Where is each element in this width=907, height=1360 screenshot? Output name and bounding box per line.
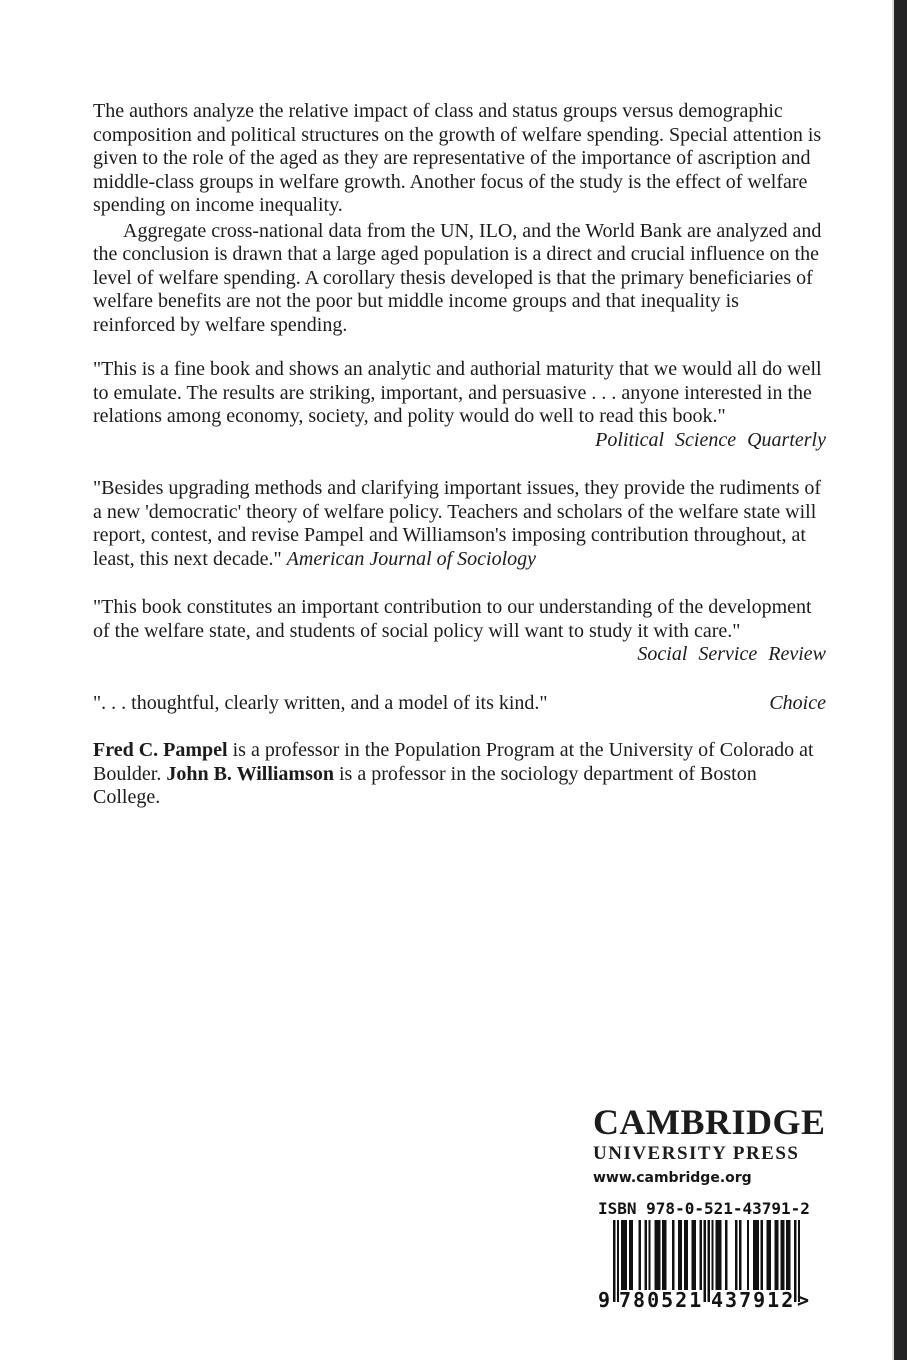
review-quote-text: "This is a fine book and shows an analytic and authorial maturity that we would all do well to emulate. The results are striking, important, and persuasive . . . anyone interested in the relations among economy, society, and polity would do well to read this book."	[93, 358, 822, 427]
ean-barcode	[598, 1220, 818, 1330]
description-paragraph-2: Aggregate cross-national data from the UN, ILO, and the World Bank are analyzed and the conclusion is drawn that a large aged population is a direct and crucial influence on the level of welfare spending. A corollary thesis developed is that the primary beneficiaries of welfare benefits are not the poor but middle income groups and that inequality is reinforced by welfare spending.	[93, 219, 822, 336]
publisher-website: www.cambridge.org	[593, 1170, 752, 1186]
back-cover-text-block	[93, 100, 826, 810]
isbn-label: ISBN 978-0-521-43791-2	[598, 1199, 810, 1218]
isbn-barcode-block	[598, 1200, 818, 1330]
review-quote-text: "Besides upgrading methods and clarifying important issues, they provide the rudiments of a new 'democratic' theory of welfare policy. Teachers and scholars of the welfare state will report, contest, and revise Pampel and Williamson's imposing contribution throughout, at least, this next decade."	[93, 477, 822, 570]
review-quote-text: ". . . thoughtful, clearly written, and a model of its kind."	[93, 691, 548, 714]
review-source: Choice	[769, 691, 826, 714]
review-quote-text: "This book constitutes an important contribution to our understanding of the development of the welfare state, and students of social policy will want to study it with care."	[93, 596, 812, 642]
author-bio: Fred C. Pampel is a professor in the Population Program at the University of Colorado at Boulder. John B. Williamson is a professor in the sociology department of Boston College.	[93, 739, 814, 808]
review-source: Political Science Quarterly	[595, 428, 826, 451]
barcode-digit-trail: >	[797, 1288, 810, 1312]
review-social-service-review	[93, 596, 826, 667]
publisher-logo-block	[593, 1104, 863, 1187]
barcode-digit-group2: 437912	[711, 1288, 796, 1312]
review-source: American Journal of Sociology	[286, 547, 537, 570]
review-source: Social Service Review	[637, 643, 826, 665]
review-choice	[93, 692, 826, 716]
university-press-label: UNIVERSITY PRESS	[593, 1143, 800, 1164]
scan-edge-shadow	[894, 0, 907, 1360]
description-paragraph-1: The authors analyze the relative impact of class and status groups versus demographic composition and political structures on the growth of welfare spending. Special attention is given to the role of the aged as they are representative of the importance of ascription and middle-class groups in welfare growth. Another focus of the study is the effect of welfare spending on income inequality.	[93, 100, 822, 216]
review-political-science-quarterly	[93, 358, 826, 452]
review-american-journal-of-sociology	[93, 477, 826, 571]
cambridge-wordmark: CAMBRIDGE	[593, 1102, 826, 1142]
barcode-digits	[598, 1288, 818, 1314]
barcode-digit-group1: 780521	[619, 1288, 704, 1312]
barcode-digit-lead: 9	[598, 1288, 611, 1312]
